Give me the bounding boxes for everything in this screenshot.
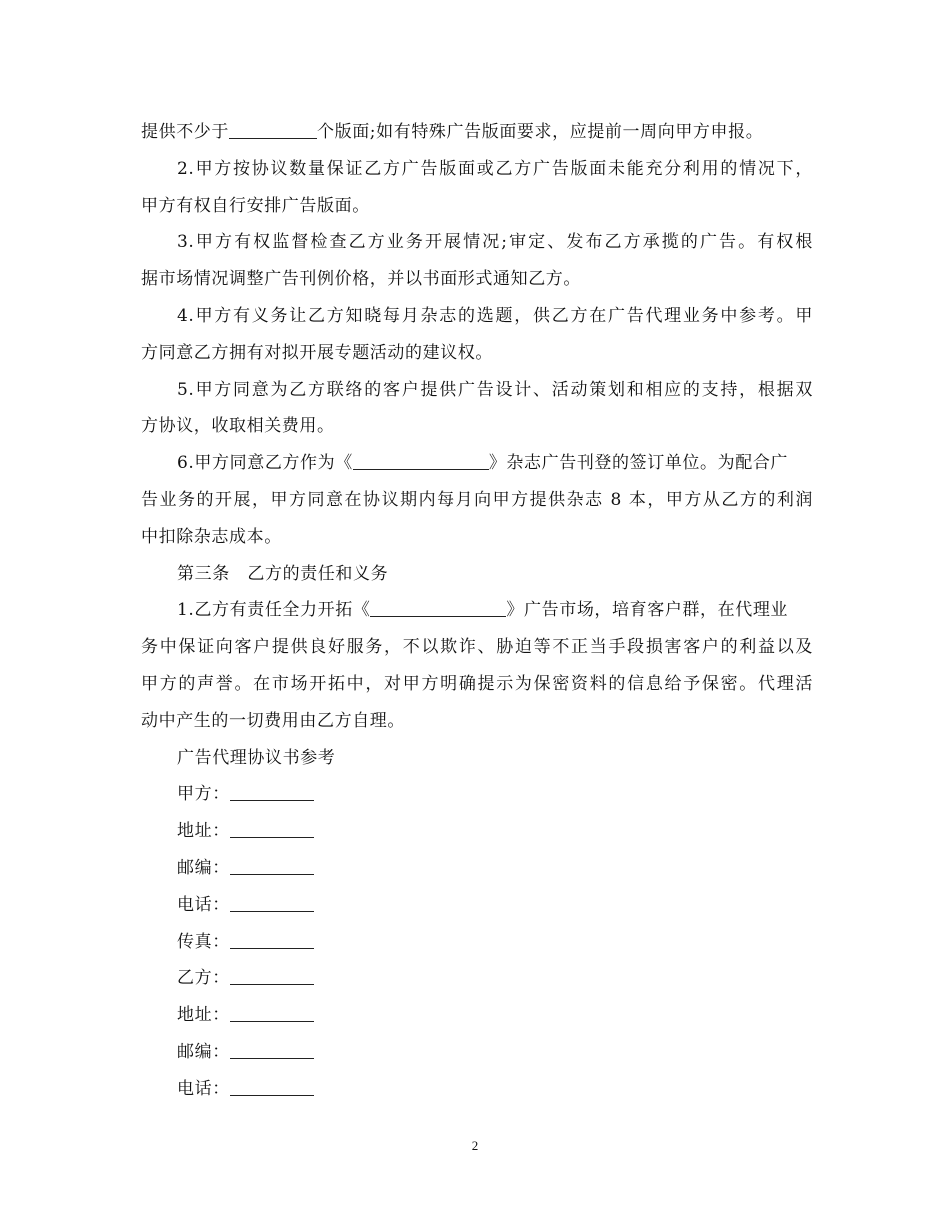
paragraph-line — [141, 482, 813, 519]
text-run: 1.乙方有责任全力开拓《 — [177, 600, 371, 621]
text-run: 务中保证向客户提供良好服务，不以欺诈、胁迫等不正当手段损害客户的利益以及 — [141, 637, 813, 658]
paragraph-line — [141, 114, 813, 151]
text-run: 广告代理协议书参考 — [177, 747, 336, 768]
paragraph-line — [141, 519, 813, 556]
field-party-a-phone — [141, 887, 813, 924]
paragraph-line — [141, 335, 813, 372]
field-label: 甲方： — [177, 784, 230, 805]
text-run: 据市场情况调整广告刊例价格，并以书面形式通知乙方。 — [141, 269, 581, 290]
text-run: 6.甲方同意乙方作为《 — [177, 453, 353, 474]
field-party-a — [141, 776, 813, 813]
text-run: 中扣除杂志成本。 — [141, 526, 282, 547]
field-blank — [230, 785, 314, 801]
field-party-a-address — [141, 813, 813, 850]
field-party-a-fax — [141, 924, 813, 961]
blank-underline — [370, 601, 506, 617]
paragraph-line — [141, 372, 813, 409]
paragraph-line — [141, 703, 813, 740]
field-blank — [230, 1080, 314, 1096]
field-blank — [230, 969, 314, 985]
field-label: 地址： — [177, 1005, 230, 1026]
paragraph-line — [141, 224, 813, 261]
text-run: 方同意乙方拥有对拟开展专题活动的建议权。 — [141, 342, 493, 363]
text-run: 第三条 乙方的责任和义务 — [177, 563, 389, 584]
text-run: 》广告市场，培育客户群，在代理业 — [506, 600, 789, 621]
text-run: 4.甲方有义务让乙方知晓每月杂志的选题，供乙方在广告代理业务中参考。甲 — [177, 305, 813, 326]
paragraph-line — [141, 592, 813, 629]
field-blank — [230, 933, 314, 949]
field-label: 地址： — [177, 821, 230, 842]
section-heading — [141, 556, 813, 593]
paragraph-line — [141, 408, 813, 445]
field-label: 邮编： — [177, 1041, 230, 1062]
text-run: 甲方的声誉。在市场开拓中，对甲方明确提示为保密资料的信息给予保密。代理活 — [141, 673, 813, 694]
field-party-b — [141, 960, 813, 997]
field-party-b-address — [141, 997, 813, 1034]
paragraph-line — [141, 188, 813, 225]
field-label: 乙方： — [177, 968, 230, 989]
field-blank — [230, 1006, 314, 1022]
paragraph-line — [141, 298, 813, 335]
text-run: 5.甲方同意为乙方联络的客户提供广告设计、活动策划和相应的支持，根据双 — [177, 379, 813, 400]
text-run: 3.甲方有权监督检查乙方业务开展情况;审定、发布乙方承揽的广告。有权根 — [177, 232, 813, 253]
field-party-b-postcode — [141, 1034, 813, 1071]
text-run: 》杂志广告刊登的签订单位。为配合广 — [488, 453, 789, 474]
document-body — [141, 114, 813, 1108]
text-run: 个版面;如有特殊广告版面要求，应提前一周向甲方申报。 — [317, 122, 764, 142]
paragraph-line — [141, 629, 813, 666]
field-blank — [230, 896, 314, 912]
field-blank — [230, 859, 314, 875]
blank-underline — [229, 123, 317, 139]
text-run: 告业务的开展，甲方同意在协议期内每月向甲方提供杂志 8 本，甲方从乙方的利润 — [141, 489, 813, 510]
field-blank — [230, 1043, 314, 1059]
paragraph-line — [141, 261, 813, 298]
field-label: 传真： — [177, 931, 230, 952]
field-party-b-phone — [141, 1071, 813, 1108]
field-party-a-postcode — [141, 850, 813, 887]
text-run: 2.甲方按协议数量保证乙方广告版面或乙方广告版面未能充分利用的情况下， — [177, 158, 813, 179]
field-label: 邮编： — [177, 857, 230, 878]
page-number: 2 — [471, 1138, 479, 1153]
field-label: 电话： — [177, 894, 230, 915]
paragraph-line — [141, 445, 813, 482]
text-run: 提供不少于 — [141, 122, 229, 142]
text-run: 动中产生的一切费用由乙方自理。 — [141, 710, 405, 731]
document-subtitle — [141, 740, 813, 777]
field-blank — [230, 822, 314, 838]
paragraph-line — [141, 666, 813, 703]
field-label: 电话： — [177, 1078, 230, 1099]
blank-underline — [353, 454, 489, 470]
paragraph-line — [141, 151, 813, 188]
text-run: 甲方有权自行安排广告版面。 — [141, 195, 370, 216]
text-run: 方协议，收取相关费用。 — [141, 416, 335, 437]
